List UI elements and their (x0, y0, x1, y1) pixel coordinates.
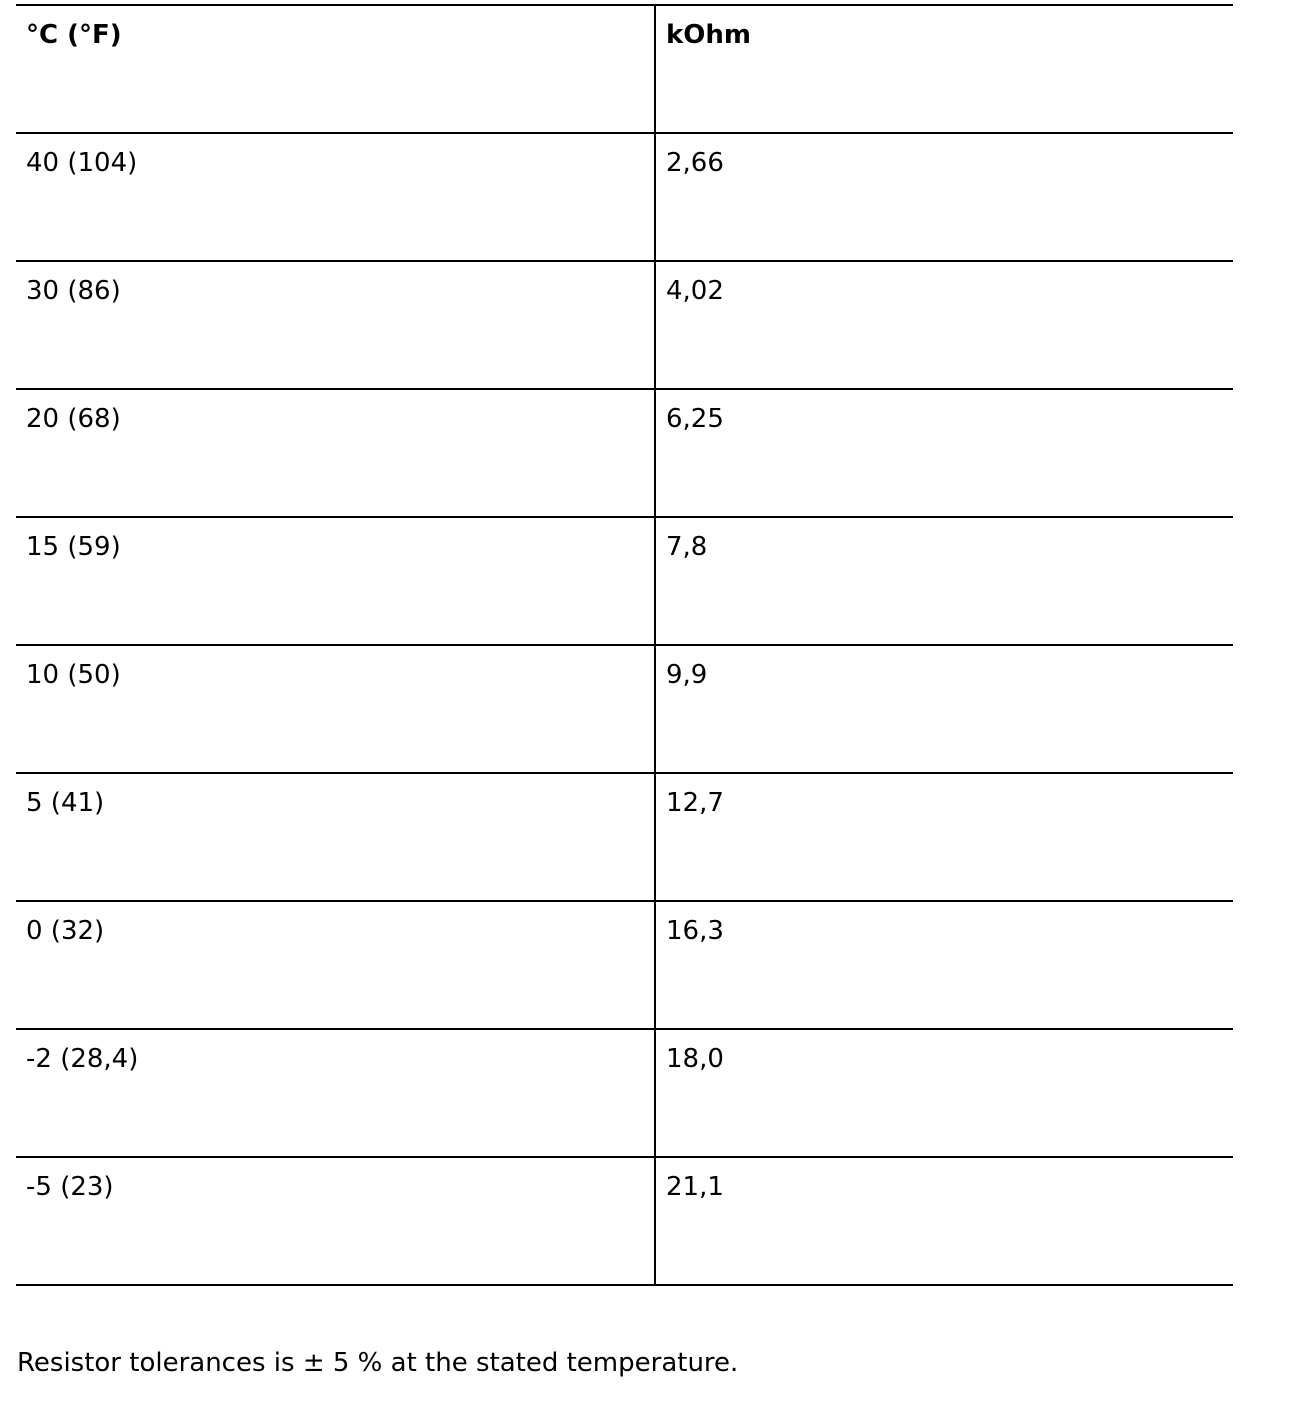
temperature-cell: 5 (41) (16, 773, 655, 901)
table-row (16, 901, 1233, 1029)
table-row (16, 261, 1233, 389)
resistance-cell: 4,02 (655, 261, 1233, 389)
table-row (16, 1157, 1233, 1285)
table-row (16, 517, 1233, 645)
temperature-cell: 0 (32) (16, 901, 655, 1029)
resistance-cell: 6,25 (655, 389, 1233, 517)
temperature-cell: 30 (86) (16, 261, 655, 389)
temperature-cell: 20 (68) (16, 389, 655, 517)
resistance-cell: 7,8 (655, 517, 1233, 645)
tolerance-note: Resistor tolerances is ± 5 % at the stated temperature. (17, 1348, 739, 1378)
resistance-cell: 2,66 (655, 133, 1233, 261)
temperature-cell: -5 (23) (16, 1157, 655, 1285)
table-header-row (16, 5, 1233, 133)
table-row (16, 1029, 1233, 1157)
header-resistance: kOhm (655, 5, 1233, 133)
resistance-cell: 16,3 (655, 901, 1233, 1029)
resistance-cell: 12,7 (655, 773, 1233, 901)
temperature-cell: 10 (50) (16, 645, 655, 773)
temperature-cell: 15 (59) (16, 517, 655, 645)
temperature-cell: -2 (28,4) (16, 1029, 655, 1157)
resistance-cell: 9,9 (655, 645, 1233, 773)
header-temperature: °C (°F) (16, 5, 655, 133)
resistance-cell: 18,0 (655, 1029, 1233, 1157)
resistance-table (16, 4, 1233, 1286)
table-row (16, 133, 1233, 261)
temperature-cell: 40 (104) (16, 133, 655, 261)
table-row (16, 389, 1233, 517)
resistance-cell: 21,1 (655, 1157, 1233, 1285)
table-row (16, 645, 1233, 773)
table-row (16, 773, 1233, 901)
